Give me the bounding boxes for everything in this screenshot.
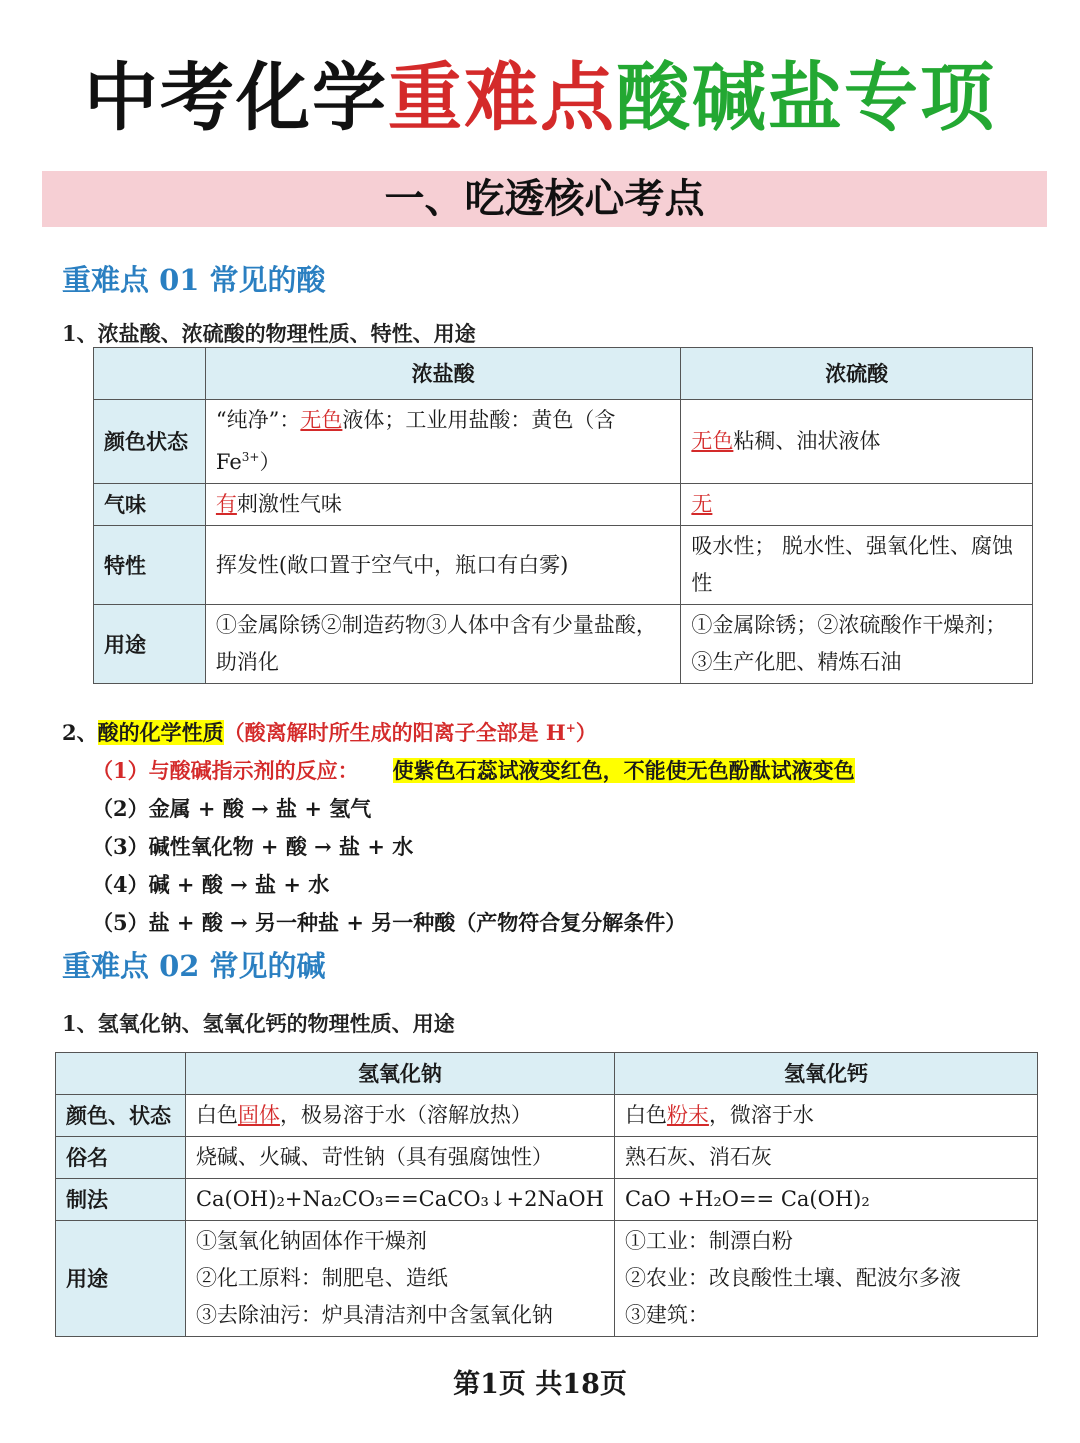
hcl-usage-cell: ①金属除锈②制造药物③人体中含有少量盐酸，助消化	[205, 605, 680, 684]
row-label-color: 颜色状态	[94, 400, 206, 484]
page-footer: 第1页 共18页	[453, 1369, 627, 1400]
caoh2-usage-2: ②农业：改良酸性土壤、配波尔多液	[624, 1266, 961, 1290]
naoh-name-cell: 烧碱、火碱、苛性钠（具有强腐蚀性）	[185, 1137, 614, 1179]
highlight-text: 酸的化学性质	[97, 720, 224, 745]
title-part-3: 酸碱盐专项	[616, 55, 996, 141]
section-1-heading: 重难点 01 常见的酸	[62, 263, 326, 297]
naoh-usage-1: ①氢氧化钠固体作干燥剂	[195, 1229, 427, 1253]
text: ）	[259, 450, 281, 474]
text: 液体；工业用盐酸：黄色（含 Fe	[215, 408, 616, 474]
table-row	[56, 1095, 1038, 1137]
table-row	[94, 526, 1033, 605]
section-2-subtitle: 1、氢氧化钠、氢氧化钙的物理性质、用途	[62, 1011, 455, 1036]
section-2-heading: 重难点 02 常见的碱	[62, 949, 326, 983]
row-label-color: 颜色、状态	[56, 1095, 186, 1137]
text: “纯净”：	[215, 408, 301, 432]
highlight-text: 使紫色石蕊试液变红色，不能使无色酚酞试液变色	[392, 758, 855, 783]
acid-property-4: （4）碱 + 酸 → 盐 + 水	[92, 872, 330, 897]
base-table-corner	[56, 1053, 186, 1095]
note-text: （1）与酸碱指示剂的反应：	[92, 758, 359, 783]
text: 2、	[62, 720, 98, 745]
naoh-usage-2: ②化工原料：制肥皂、造纸	[195, 1266, 448, 1290]
naoh-color-cell	[185, 1095, 614, 1137]
highlight-text: 无色	[691, 429, 734, 453]
highlight-text: 无色	[300, 408, 343, 432]
note-text: （酸离解时所生成的阳离子全部是 H	[223, 720, 566, 745]
base-table-header	[56, 1053, 1038, 1095]
base-table	[55, 1052, 1038, 1337]
row-label-smell: 气味	[94, 484, 206, 526]
caoh2-name-cell: 熟石灰、消石灰	[614, 1137, 1037, 1179]
acid-property-3: （3）碱性氧化物 + 酸 → 盐 + 水	[92, 834, 414, 859]
text: 粘稠、油状液体	[733, 429, 881, 453]
row-label-usage: 用途	[94, 605, 206, 684]
acid-table-header	[94, 348, 1033, 400]
highlight-text: 有	[215, 492, 237, 516]
acid-chem-properties-title	[62, 717, 597, 747]
caoh2-color-cell	[614, 1095, 1037, 1137]
text: ，微溶于水	[708, 1103, 814, 1127]
row-label-make: 制法	[56, 1179, 186, 1221]
text: 白色	[624, 1103, 667, 1127]
hcl-smell-cell	[205, 484, 680, 526]
title-part-1: 中考化学	[84, 55, 388, 141]
hcl-feature-cell: 挥发性(敞口置于空气中，瓶口有白雾)	[205, 526, 680, 605]
naoh-make-cell: Ca(OH)₂+Na₂CO₃==CaCO₃↓+2NaOH	[185, 1179, 614, 1221]
highlight-text: 固体	[237, 1103, 280, 1127]
acid-property-5: （5）盐 + 酸 → 另一种盐 + 另一种酸（产物符合复分解条件）	[92, 910, 687, 935]
table-row	[94, 605, 1033, 684]
caoh2-usage-1: ①工业：制漂白粉	[624, 1229, 793, 1253]
hcl-color-cell	[205, 400, 680, 484]
acid-table	[93, 347, 1033, 684]
acid-col-hcl: 浓盐酸	[205, 348, 680, 400]
highlight-text: 粉末	[666, 1103, 709, 1127]
naoh-usage-cell	[185, 1221, 614, 1337]
section-banner: 一、吃透核心考点	[42, 171, 1047, 227]
text: 白色	[195, 1103, 238, 1127]
caoh2-usage-cell	[614, 1221, 1037, 1337]
superscript: +	[565, 721, 576, 735]
h2so4-smell-cell	[681, 484, 1033, 526]
title-part-2: 重难点	[388, 55, 616, 141]
row-label-name: 俗名	[56, 1137, 186, 1179]
superscript: 3+	[241, 450, 260, 464]
base-col-caoh2: 氢氧化钙	[614, 1053, 1037, 1095]
row-label-usage: 用途	[56, 1221, 186, 1337]
caoh2-make-cell: CaO +H₂O== Ca(OH)₂	[614, 1179, 1037, 1221]
text: ，极易溶于水（溶解放热）	[279, 1103, 532, 1127]
table-row	[94, 400, 1033, 484]
acid-property-2: （2）金属 + 酸 → 盐 + 氢气	[92, 796, 372, 821]
highlight-text: 无	[691, 492, 713, 516]
table-row	[56, 1179, 1038, 1221]
naoh-usage-3: ③去除油污：炉具清洁剂中含氢氧化钠	[195, 1303, 553, 1327]
table-row	[56, 1221, 1038, 1337]
base-col-naoh: 氢氧化钠	[185, 1053, 614, 1095]
h2so4-color-cell	[681, 400, 1033, 484]
table-row	[56, 1137, 1038, 1179]
text: 刺激性气味	[236, 492, 342, 516]
caoh2-usage-3: ③建筑：	[624, 1303, 709, 1327]
acid-property-1	[92, 755, 855, 785]
note-text: ）	[575, 720, 597, 745]
acid-col-h2so4: 浓硫酸	[681, 348, 1033, 400]
page-title	[0, 48, 1080, 148]
row-label-feature: 特性	[94, 526, 206, 605]
h2so4-feature-cell: 吸水性； 脱水性、强氧化性、腐蚀性	[681, 526, 1033, 605]
acid-table-corner	[94, 348, 206, 400]
section-1-subtitle: 1、浓盐酸、浓硫酸的物理性质、特性、用途	[62, 321, 476, 346]
table-row	[94, 484, 1033, 526]
h2so4-usage-cell: ①金属除锈；②浓硫酸作干燥剂；③生产化肥、精炼石油	[681, 605, 1033, 684]
